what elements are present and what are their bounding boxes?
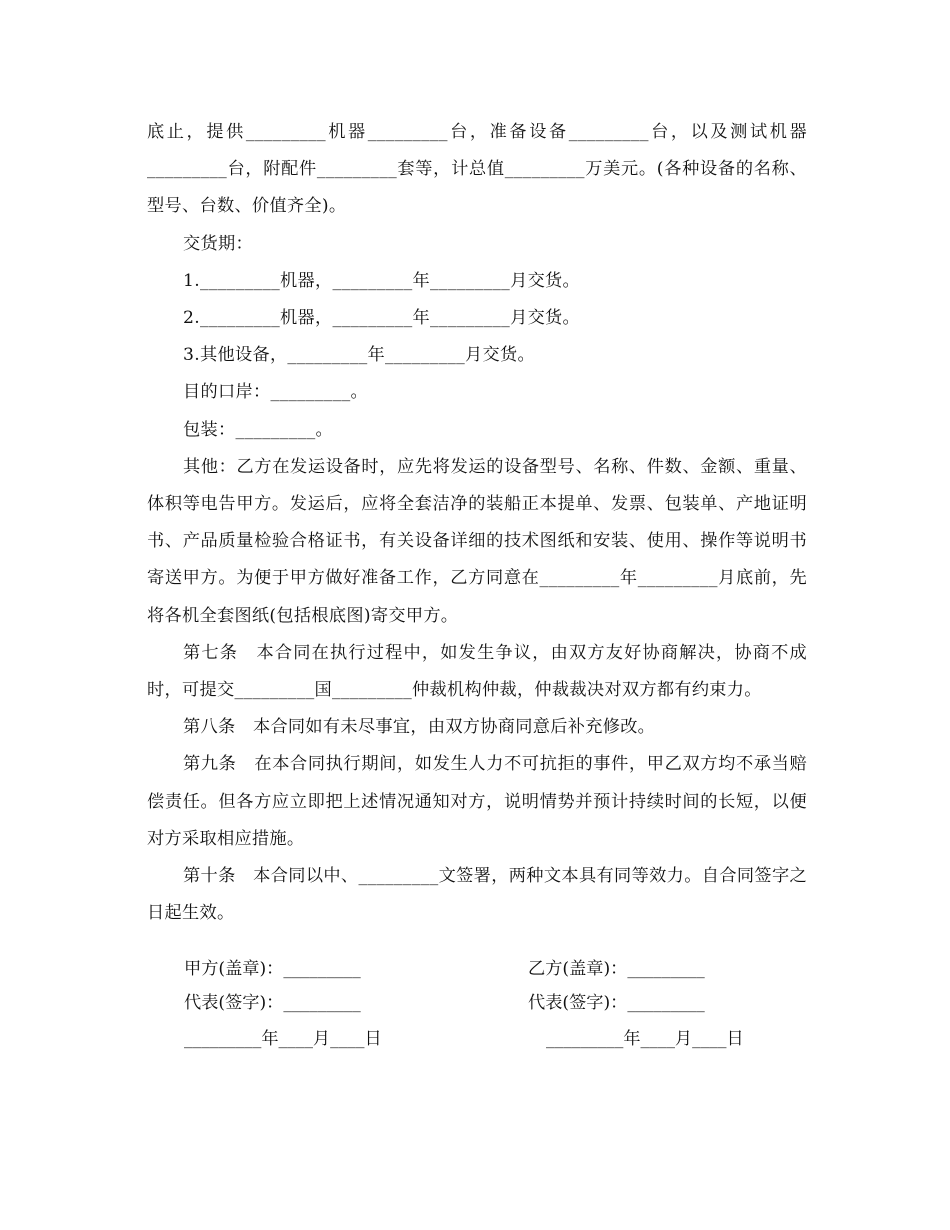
paragraph-article-7: 第七条 本合同在执行过程中，如发生争议，由双方友好协商解决，协商不成时，可提交_________国_________仲裁机构仲裁，仲裁裁决对双方都有约束力。	[147, 642, 807, 701]
paragraph-packaging: 包装：_________。	[183, 419, 333, 440]
signature-date-row	[184, 1021, 804, 1170]
party-b-representative: 代表(签字)：_________	[528, 993, 705, 1013]
party-a-date: _________年____月____日	[184, 1029, 382, 1049]
party-a-seal: 甲方(盖章)：_________	[184, 959, 361, 979]
paragraph-destination-port: 目的口岸：_________。	[183, 382, 368, 403]
paragraph-delivery-heading: 交货期：	[183, 233, 253, 254]
paragraph-delivery-2: 2._________机器，_________年_________月交货。	[183, 308, 581, 329]
paragraph-equipment-list: 底止，提供_________机器_________台，准备设备_________台，以及测试机器_________台，附配件_________套等，计总值_________万美元。(各种设备的名称、型号、台数、价值齐全)。	[147, 122, 807, 217]
paragraph-article-8: 第八条 本合同如有未尽事宜，由双方协商同意后补充修改。	[183, 717, 656, 738]
party-b-seal: 乙方(盖章)：_________	[528, 959, 705, 979]
paragraph-delivery-3: 3.其他设备，_________年_________月交货。	[183, 345, 535, 366]
paragraph-other: 其他：乙方在发运设备时，应先将发运的设备型号、名称、件数、金额、重量、体积等电告甲方。发运后，应将全套洁净的装船正本提单、发票、包装单、产地证明书、产品质量检验合格证书，有关设备详细的技术图纸和安装、使用、操作等说明书寄送甲方。为便于甲方做好准备工作，乙方同意在_________年_________月底前，先将各机全套图纸(包括根底图)寄交甲方。	[147, 456, 807, 626]
contract-body	[147, 114, 807, 932]
party-a-representative: 代表(签字)：_________	[184, 993, 361, 1013]
paragraph-delivery-1: 1._________机器，_________年_________月交货。	[183, 270, 581, 291]
paragraph-article-10: 第十条 本合同以中、_________文签署，两种文本具有同等效力。自合同签字之日起生效。	[147, 866, 807, 924]
party-b-date: _________年____月____日	[546, 1029, 744, 1049]
paragraph-article-9: 第九条 在本合同执行期间，如发生人力不可抗拒的事件，甲乙双方均不承当赔偿责任。但各方应立即把上述情况通知对方，说明情势并预计持续时间的长短，以便对方采取相应措施。	[147, 754, 807, 849]
